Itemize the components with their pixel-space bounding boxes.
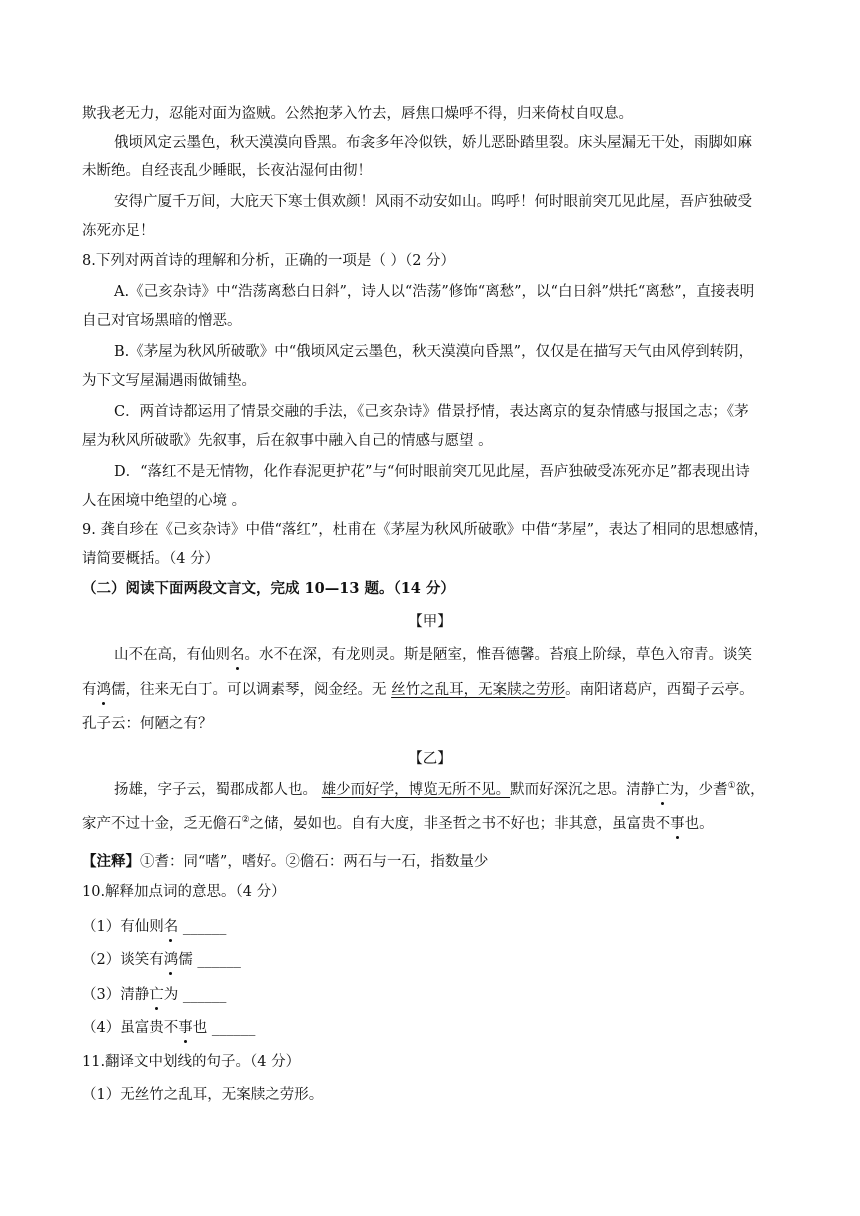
dotted-word: 鸿 [163,952,179,968]
question-9: 9. 龚自珍在《己亥杂诗》中借“落红”，杜甫在《茅屋为秋风所破歌》中借“茅屋”，表达了相同的思想感情， [82,522,769,538]
dotted-word: 事 [670,816,685,832]
poem-line: 冻死亦足！ [82,223,155,239]
question-10-stem: 10.解释加点词的意思。（4 分） [82,884,286,900]
poem-line: 未断绝。自经丧乱少睡眠，长夜沾湿何由彻！ [82,163,372,179]
passage-jia-line: 孔子云：何陋之有？ [82,716,213,732]
question-8-stem: 8.下列对两首诗的理解和分析，正确的一项是（ ）（2 分） [82,253,456,269]
passage-jia-line: 山不在高，有仙则名。水不在深，有龙则灵。斯是陋室，惟吾德馨。苔痕上阶绿，草色入帘青。谈笑 [114,647,752,663]
question-10-item: （4）虽富贵不事也 ______ [82,1020,256,1036]
dotted-word: 亡 [655,782,670,798]
dotted-word: 名 [163,919,179,935]
annotation: 【注释】①耆：同“嗜”，嗜好。②儋石：两石与一石，指数量少 [82,853,489,870]
option-d: D．“落红不是无情物，化作春泥更护花”与“何时眼前突兀见此屋，吾庐独破受冻死亦足”都表现出诗 [114,464,750,480]
option-a-cont: 自己对官场黑暗的憎恶。 [82,313,242,329]
passage-yi-line: 家产不过十金，乏无儋石②之储，晏如也。自有大度，非圣哲之书不好也；非其意，虽富贵不事也。 [82,815,714,832]
passage-jia-label: 【甲】 [408,614,452,630]
option-c: C．两首诗都运用了情景交融的手法，《己亥杂诗》借景抒情，表达离京的复杂情感与报国之志；《茅 [114,404,749,420]
footnote-mark: ① [727,781,736,792]
option-a: A.《己亥杂诗》中“浩荡离愁白日斜”，诗人以“浩荡”修饰“离愁”，以“白日斜”烘托“离愁”，直接表明 [114,284,755,300]
annotation-label: 【注释】 [82,853,140,870]
question-11-stem: 11.翻译文中划线的句子。（4 分） [82,1054,301,1070]
passage-yi-label: 【乙】 [408,751,452,767]
dotted-word: 亡 [149,987,164,1003]
question-10-item: （1）有仙则名 ______ [82,919,227,935]
poem-line: 安得广厦千万间，大庇天下寒士俱欢颜！风雨不动安如山。呜呼！何时眼前突兀见此屋，吾庐独破受 [114,194,752,210]
poem-line: 欺我老无力，忍能对面为盗贼。公然抱茅入竹去，唇焦口燥呼不得，归来倚杖自叹息。 [82,106,633,122]
question-10-item: （2）谈笑有鸿儒 ______ [82,952,241,968]
passage-jia-line: 有鸿儒，往来无白丁。可以调素琴，阅金经。无 丝竹之乱耳，无案牍之劳形。南阳诸葛庐，西蜀子云亭。 [82,682,754,698]
poem-line: 俄顷风定云墨色，秋天漠漠向昏黑。布衾多年冷似铁，娇儿恶卧踏里裂。床头屋漏无干处，雨脚如麻 [114,135,752,151]
dotted-word: 事 [178,1020,193,1036]
option-b: B.《茅屋为秋风所破歌》中“俄顷风定云墨色，秋天漠漠向昏黑”，仅仅是在描写天气由风停到转阴， [114,344,754,360]
underlined-sentence: 丝竹之乱耳，无案牍之劳形 [391,682,566,698]
option-d-cont: 人在困境中绝望的心境 。 [82,493,247,509]
dotted-word: 鸿 [96,682,111,698]
passage-yi-line: 扬雄，字子云，蜀郡成都人也。 雄少而好学，博览无所不见。默而好深沉之思。清静亡为，少耆①欲， [114,781,765,798]
dotted-word: 名 [230,647,245,663]
question-10-item: （3）清静亡为 ______ [82,987,227,1003]
question-11-item: （1）无丝竹之乱耳，无案牍之劳形。 [82,1087,324,1103]
section-heading: （二）阅读下面两段文言文，完成 10—13 题。（14 分） [82,580,455,597]
underlined-sentence: 雄少而好学，博览无所不见。 [321,782,511,798]
footnote-mark: ② [241,815,250,826]
option-b-cont: 为下文写屋漏遇雨做铺垫。 [82,373,256,389]
question-9-cont: 请简要概括。（4 分） [82,551,220,567]
option-c-cont: 屋为秋风所破歌》先叙事，后在叙事中融入自己的情感与愿望 。 [82,433,493,449]
